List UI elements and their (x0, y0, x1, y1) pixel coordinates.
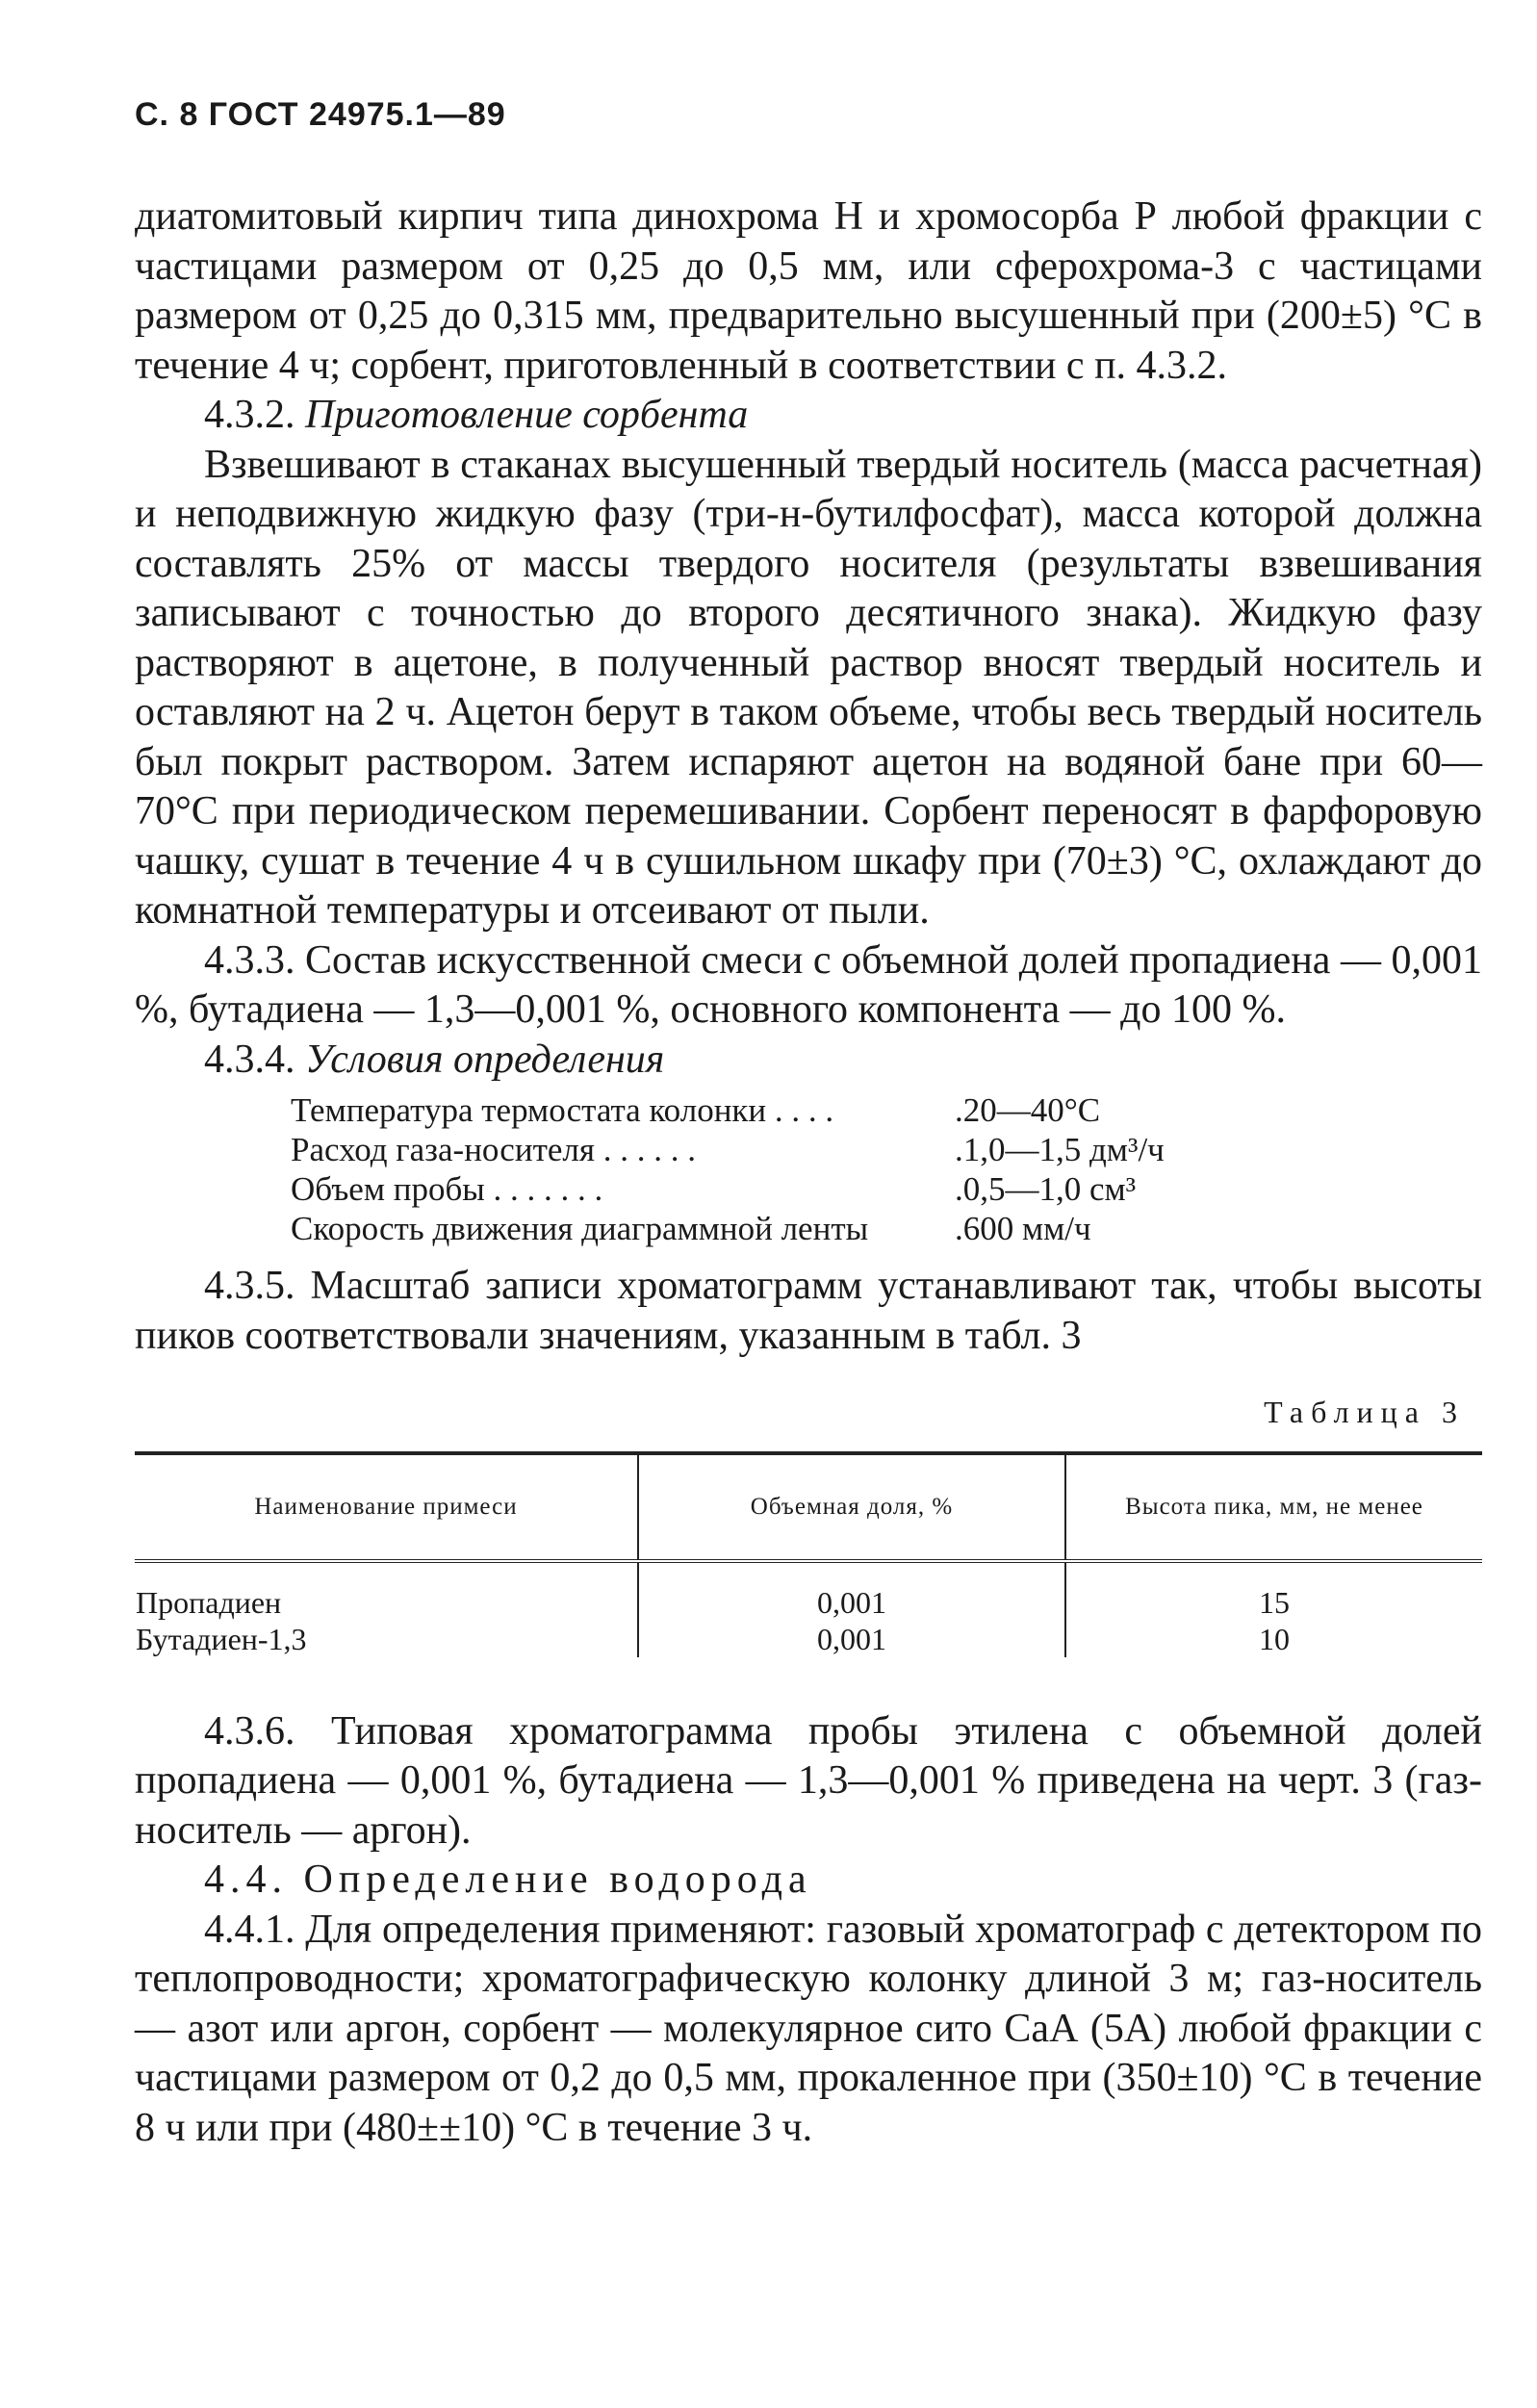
column-header-peak-height: Высота пика, мм, не менее (1065, 1453, 1482, 1561)
section-number: 4.3.4. (204, 1037, 295, 1082)
section-4-3-2-heading (135, 391, 1482, 441)
condition-value: .0,5—1,0 см³ (955, 1170, 1137, 1208)
cell-volume-fraction: 0,001 (638, 1621, 1065, 1657)
condition-label: Скорость движения диаграммной ленты (291, 1210, 869, 1247)
section-4-3-4-heading (135, 1036, 1482, 1086)
table-row (135, 1584, 1482, 1621)
page-header: С. 8 ГОСТ 24975.1—89 (135, 96, 506, 133)
paragraph-sorbent-preparation: Взвешивают в стаканах высушенный твердый носитель (масса расчетная) и неподвижную жидкую фазу (три-н-бутилфосфат), масса которой должна составлять 25% от массы твердого носителя (результаты взвешивания записывают с точностью до второго десятичного знака). Жидкую фазу растворяют в ацетоне, в полученный раствор вносят твердый носитель и оставляют на 2 ч. Ацетон берут в таком объеме, чтобы весь твердый носитель был покрыт раствором. Затем испаряют ацетон на водяной бане при 60—70°С при периодическом перемешивании. Сорбент переносят в фарфоровую чашку, сушат в течение 4 ч в сушильном шкафу при (70±3) °С, охлаждают до комнатной температуры и отсеивают от пыли. (135, 442, 1482, 933)
table-3 (135, 1451, 1482, 1657)
paragraph-4-4-1: 4.4.1. Для определения применяют: газовый хроматограф с детектором по теплопроводности; хроматографическую колонку длиной 3 м; газ-носитель — азот или аргон, сорбент — молекулярное сито СаА (5А) любой фракции с частицами размером от 0,2 до 0,5 мм, прокаленное при (350±10) °С в течение 8 ч или при (480±±10) °С в течение 3 ч. (135, 1907, 1482, 2150)
paragraph-4-3-5: 4.3.5. Масштаб записи хроматограмм устанавливают так, чтобы высоты пиков соответствовали значениям, указанным в табл. 3 (135, 1264, 1482, 1358)
condition-row (291, 1090, 1482, 1130)
condition-label: Объем пробы . . . . . . . (291, 1170, 603, 1208)
condition-value: .1,0—1,5 дм³/ч (955, 1131, 1165, 1168)
cell-impurity: Пропадиен (136, 1584, 282, 1620)
table-header-row (135, 1453, 1482, 1561)
condition-row (291, 1209, 1482, 1248)
condition-row (291, 1169, 1482, 1209)
condition-label: Температура термостата колонки . . . . (291, 1091, 834, 1129)
paragraph-4-3-3: 4.3.3. Состав искусственной смеси с объемной долей пропадиена — 0,001 %, бутадиена — 1,3—0,001 %, основного компонента — до 100 %. (135, 937, 1482, 1032)
section-4-4-heading: 4.4. Определение водорода (204, 1857, 812, 1902)
table-row (135, 1621, 1482, 1657)
cell-peak-height: 15 (1065, 1584, 1482, 1621)
cell-impurity: Бутадиен-1,3 (136, 1621, 307, 1656)
section-number: 4.3.2. (204, 393, 295, 437)
cell-peak-height: 10 (1065, 1621, 1482, 1657)
condition-value: .600 мм/ч (955, 1210, 1091, 1247)
paragraph-4-3-6: 4.3.6. Типовая хроматограмма пробы этилена с объемной долей пропадиена — 0,001 %, бутадиена — 1,3—0,001 % приведена на черт. 3 (газ-носитель — аргон). (135, 1708, 1482, 1853)
condition-label: Расход газа-носителя . . . . . . (291, 1131, 696, 1168)
conditions-list (291, 1090, 1482, 1248)
table-title: Таблица 3 (1264, 1395, 1465, 1429)
section-title: Условия определения (305, 1037, 665, 1082)
column-header-volume-fraction: Объемная доля, % (638, 1453, 1065, 1561)
column-header-impurity: Наименование примеси (135, 1453, 638, 1561)
condition-row (291, 1130, 1482, 1169)
document-body (135, 192, 1482, 2153)
section-title: Приготовление сорбента (305, 393, 749, 437)
cell-volume-fraction: 0,001 (638, 1584, 1065, 1621)
condition-value: .20—40°С (955, 1091, 1101, 1129)
paragraph-sorbent-carrier: диатомитовый кирпич типа динохрома Н и хромосорба Р любой фракции с частицами размером от 0,25 до 0,5 мм, или сферохрома-3 с частицами размером от 0,25 до 0,315 мм, предварительно высушенный при (200±5) °С в течение 4 ч; сорбент, приготовленный в соответствии с п. 4.3.2. (135, 194, 1482, 388)
